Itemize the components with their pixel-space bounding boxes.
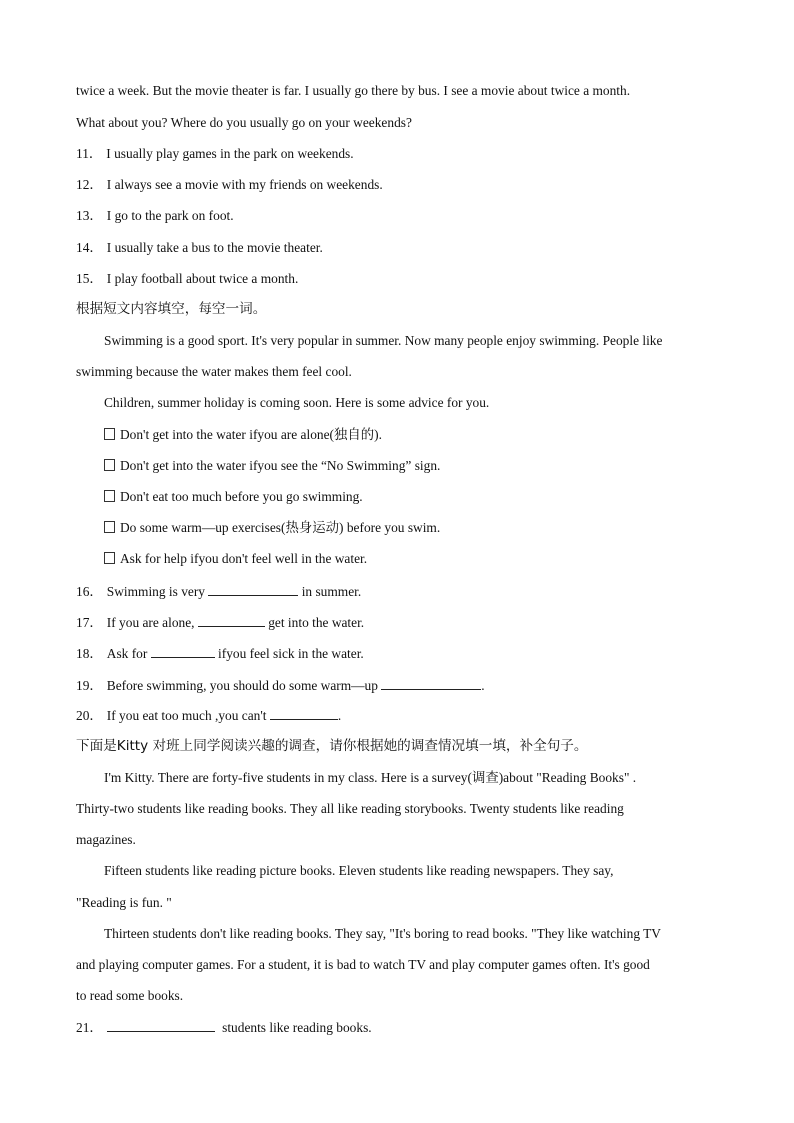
checkbox-glyph-icon <box>104 428 115 440</box>
item-number: 15． <box>76 271 103 286</box>
tf-item <box>76 176 716 194</box>
answer-blank[interactable] <box>270 706 338 720</box>
passage-line: What about you? Where do you usually go on your weekends? <box>76 115 412 130</box>
checkbox-glyph-icon <box>104 459 115 471</box>
answer-blank[interactable] <box>208 582 298 596</box>
question-text: get into the water. <box>264 615 365 630</box>
advice-text: Do some warm—up exercises(热身运动) before you swim. <box>120 520 441 535</box>
item-text: I always see a movie with my friends on weekends. <box>106 177 383 192</box>
question-text: . <box>481 678 485 693</box>
question-text: If you eat too much ,you can't <box>106 708 270 723</box>
passage-line: Fifteen students like reading picture books. Eleven students like reading newspapers. They say, <box>104 863 614 878</box>
tf-item <box>76 239 716 257</box>
fill-question <box>76 1018 716 1037</box>
section-instruction: 下面是Kitty 对班上同学阅读兴趣的调查，请你根据她的调查情况填一填，补全句子。 <box>76 738 588 754</box>
tf-item <box>76 270 716 288</box>
answer-blank[interactable] <box>151 644 215 658</box>
passage-line: Children, summer holiday is coming soon. Here is some advice for you. <box>104 395 490 410</box>
item-number: 20． <box>76 708 103 723</box>
passage-line: to read some books. <box>76 988 184 1003</box>
item-number: 17． <box>76 615 103 630</box>
question-text: Swimming is very <box>106 584 209 599</box>
passage-line: magazines. <box>76 832 136 847</box>
item-text: I usually take a bus to the movie theater. <box>106 240 323 255</box>
advice-item <box>104 426 716 444</box>
fill-question <box>76 676 716 695</box>
advice-item <box>104 519 716 537</box>
passage-line: swimming because the water makes them feel cool. <box>76 364 352 379</box>
answer-blank[interactable] <box>107 1018 215 1032</box>
question-text: Ask for <box>106 646 151 661</box>
advice-text: Don't get into the water ifyou see the “No Swimming” sign. <box>120 458 441 473</box>
checkbox-glyph-icon <box>104 521 115 533</box>
item-number: 13． <box>76 208 103 223</box>
question-text: students like reading books. <box>218 1020 372 1035</box>
fill-question <box>76 613 716 632</box>
item-number: 19． <box>76 678 103 693</box>
item-number: 16． <box>76 584 103 599</box>
tf-item <box>76 207 716 225</box>
item-number: 11． <box>76 146 103 161</box>
item-text: I usually play games in the park on weekends. <box>106 146 354 161</box>
passage-line: Thirteen students don't like reading books. They say, "It's boring to read books. "They like watching TV <box>104 926 661 941</box>
question-text: . <box>337 708 342 723</box>
fill-question <box>76 644 716 663</box>
checkbox-glyph-icon <box>104 552 115 564</box>
question-text: in summer. <box>298 584 362 599</box>
fill-question <box>76 582 716 601</box>
item-number: 18． <box>76 646 103 661</box>
passage-line: "Reading is fun. " <box>76 895 172 910</box>
advice-item <box>104 457 716 475</box>
advice-text: Don't get into the water ifyou are alone(独自的). <box>120 427 382 442</box>
passage-line: I'm Kitty. There are forty-five students in my class. Here is a survey(调查)about "Reading Books" . <box>104 770 637 785</box>
item-number: 12． <box>76 177 103 192</box>
item-text: I play football about twice a month. <box>106 271 299 286</box>
advice-text: Ask for help ifyou don't feel well in the water. <box>120 551 368 566</box>
passage-line: Swimming is a good sport. It's very popular in summer. Now many people enjoy swimming. People like <box>104 333 663 348</box>
item-text: I go to the park on foot. <box>106 208 234 223</box>
passage-line: twice a week. But the movie theater is far. I usually go there by bus. I see a movie about twice a month. <box>76 83 631 98</box>
answer-blank[interactable] <box>198 613 265 627</box>
question-text: Before swimming, you should do some warm—up <box>106 678 382 693</box>
question-text: If you are alone, <box>106 615 198 630</box>
item-number: 21． <box>76 1020 103 1035</box>
passage-line: and playing computer games. For a student, it is bad to watch TV and play computer games often. It's good <box>76 957 650 972</box>
passage-line: Thirty-two students like reading books. They all like reading storybooks. Twenty students like reading <box>76 801 624 816</box>
fill-question <box>76 706 716 725</box>
item-number: 14． <box>76 240 103 255</box>
section-instruction: 根据短文内容填空，每空一词。 <box>76 301 267 317</box>
question-text: ifyou feel sick in the water. <box>214 646 364 661</box>
advice-text: Don't eat too much before you go swimming. <box>120 489 363 504</box>
checkbox-glyph-icon <box>104 490 115 502</box>
tf-item <box>76 145 716 163</box>
answer-blank[interactable] <box>381 676 481 690</box>
advice-item <box>104 550 716 568</box>
advice-item <box>104 488 716 506</box>
